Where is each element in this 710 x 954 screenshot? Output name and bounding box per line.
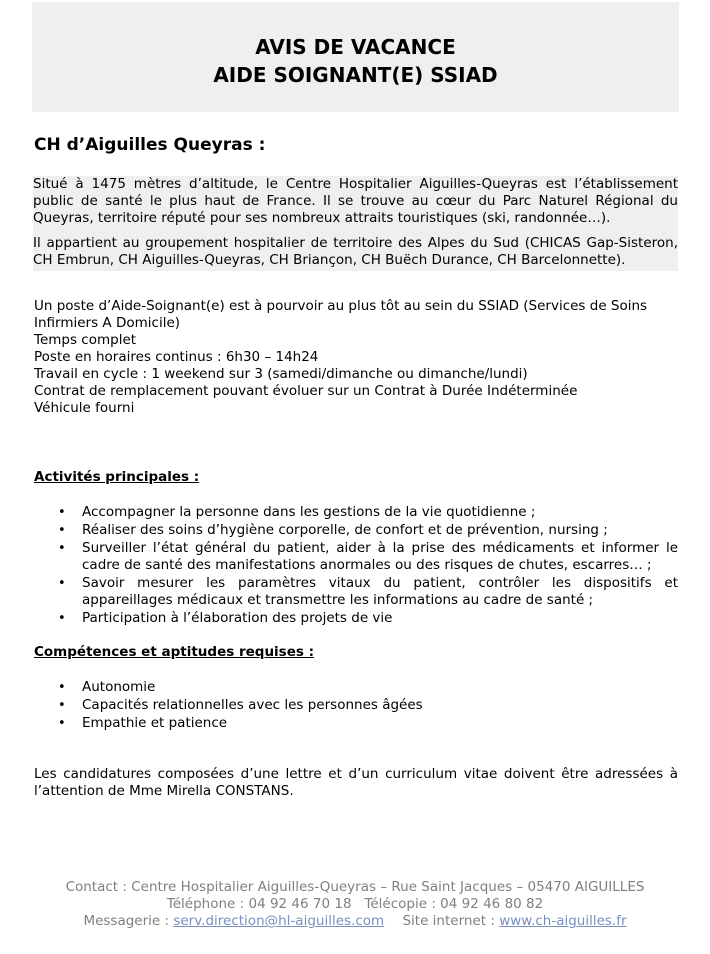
post-line-5: Contrat de remplacement pouvant évoluer sur un Contrat à Durée Indéterminée <box>34 383 578 399</box>
post-line-6: Véhicule fourni <box>34 400 135 416</box>
list-item: • Participation à l’élaboration des projets de vie <box>58 610 393 626</box>
intro-paragraph-1: Situé à 1475 mètres d’altitude, le Centre Hospitalier Aiguilles-Queyras est l’établissement public de santé le plus haut de France. Il se trouve au cœur du Parc Naturel Régional du Queyras, territoire réputé pour ses nombreux attraits touristiques (ski, randonnée…). <box>33 176 678 226</box>
application-instructions: Les candidatures composées d’une lettre et d’un curriculum vitae doivent être adressées à l’attention de Mme Mirella CONSTANS. <box>34 766 678 799</box>
post-line-4: Travail en cycle : 1 weekend sur 3 (samedi/dimanche ou dimanche/lundi) <box>34 366 528 382</box>
bullet-icon: • <box>58 523 66 538</box>
post-details <box>34 298 678 417</box>
intro-paragraph-2: Il appartient au groupement hospitalier de territoire des Alpes du Sud (CHICAS Gap-Sisteron, CH Embrun, CH Aiguilles-Queyras, CH Briançon, CH Buëch Durance, CH Barcelonnette). <box>33 235 678 268</box>
list-item: • Capacités relationnelles avec les personnes âgées <box>58 697 423 713</box>
bullet-icon: • <box>58 716 66 731</box>
activities-heading: Activités principales : <box>34 469 200 485</box>
bullet-icon: • <box>58 505 66 520</box>
list-item: • Réaliser des soins d’hygiène corporelle, de confort et de prévention, nursing ; <box>58 522 608 538</box>
skills-heading: Compétences et aptitudes requises : <box>34 644 315 660</box>
footer-contact: Contact : Centre Hospitalier Aiguilles-Queyras – Rue Saint Jacques – 05470 AIGUILLES <box>65 879 645 895</box>
activities-list <box>34 504 678 628</box>
post-line-1: Un poste d’Aide-Soignant(e) est à pourvoir au plus tôt au sein du SSIAD (Services de Soins Infirmiers A Domicile) <box>34 298 648 331</box>
hospital-heading: CH d’Aiguilles Queyras : <box>34 135 266 155</box>
email-link[interactable]: serv.direction@hl-aiguilles.com <box>173 913 385 929</box>
intro-section <box>33 176 678 271</box>
list-item: • Accompagner la personne dans les gestions de la vie quotidienne ; <box>58 504 536 520</box>
bullet-icon: • <box>58 680 66 695</box>
notice-title: AVIS DE VACANCE <box>255 35 456 59</box>
post-line-2: Temps complet <box>34 332 137 348</box>
header-banner <box>32 2 679 112</box>
post-line-3: Poste en horaires continus : 6h30 – 14h24 <box>34 349 319 365</box>
email-label: Messagerie : <box>83 913 174 929</box>
bullet-icon: • <box>58 698 66 713</box>
bullet-icon: • <box>58 541 66 556</box>
bullet-icon: • <box>58 611 66 626</box>
website-link[interactable]: www.ch-aiguilles.fr <box>499 913 627 929</box>
footer <box>0 879 710 930</box>
site-label: Site internet : <box>402 913 500 929</box>
list-item: • Savoir mesurer les paramètres vitaux du patient, contrôler les dispositifs et appareillages médicaux et transmettre les informations au cadre de santé ; <box>58 575 678 608</box>
list-item: • Autonomie <box>58 679 156 695</box>
bullet-icon: • <box>58 576 66 591</box>
position-title: AIDE SOIGNANT(E) SSIAD <box>213 63 498 87</box>
skills-list <box>34 679 678 733</box>
footer-phone: Téléphone : 04 92 46 70 18 Télécopie : 04 92 46 80 82 <box>166 896 544 912</box>
footer-links <box>0 913 710 930</box>
list-item: • Empathie et patience <box>58 715 228 731</box>
list-item: • Surveiller l’état général du patient, aider à la prise des médicaments et informer le cadre de santé des manifestations anormales ou des risques de chutes, escarres… ; <box>58 540 678 573</box>
